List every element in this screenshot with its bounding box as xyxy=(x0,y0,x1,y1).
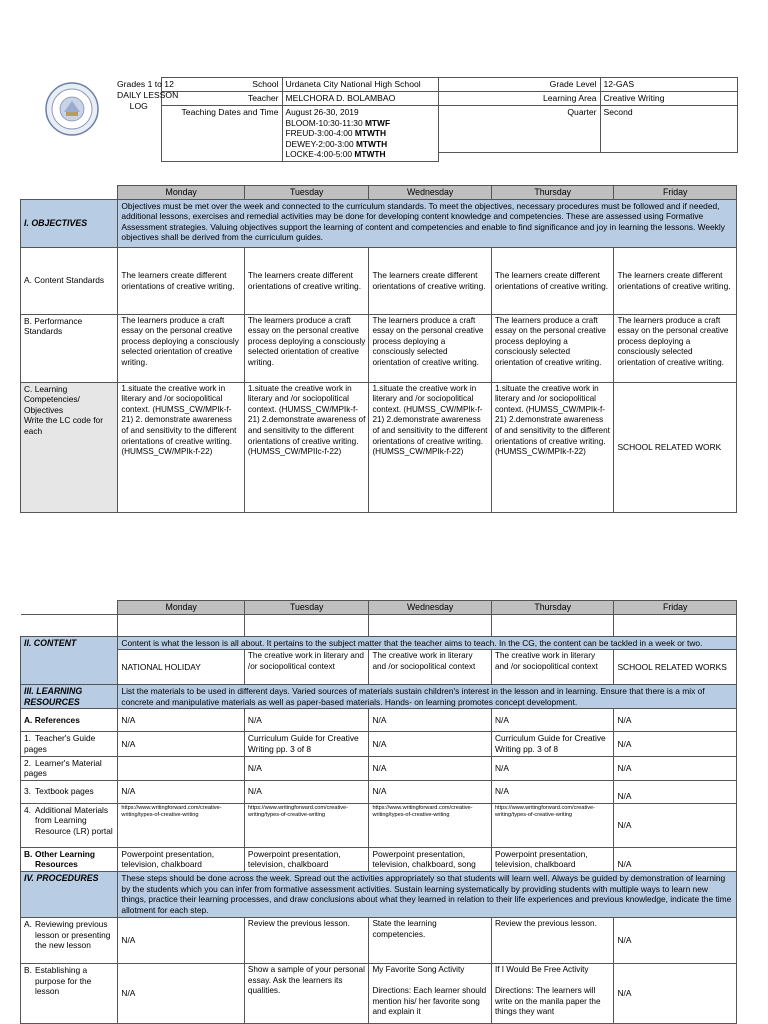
form-title-line-3: LOG xyxy=(129,100,148,111)
textbook-label: 3. Textbook pages xyxy=(21,780,118,803)
competencies-label xyxy=(21,382,118,512)
schedule-dewey: DEWEY-2:00-3:00 MTWTH xyxy=(285,138,388,149)
content-tuesday: The creative work in literary and /or sociopolitical context xyxy=(244,650,369,685)
deped-seal-logo xyxy=(44,81,100,137)
day-header-thursday: Thursday xyxy=(491,186,614,200)
competencies-monday: 1.situate the creative work in literary and /or sociopolitical context. (HUMSS_CW/MPIk-f-21) 2. demonstrate awareness of and sensitivity to the different orientations of creative writing. (HUMSS_CW/MPIk-f-22) xyxy=(118,382,245,512)
resources-text: List the materials to be used in different days. Varied sources of materials sustain children's interest in the lesson and in learning. Ensure that there is a mix of concrete and manipulative materials as well as paper-based materials. Hands- on learning promotes concept development. xyxy=(118,685,737,709)
additional-materials-label: 4. Additional Materials from Learning Resource (LR) portal xyxy=(21,803,118,847)
performance-wednesday: The learners produce a craft essay on the personal creative process deploying a consciously selected orientation of creative writing. xyxy=(369,314,492,382)
establishing-friday: N/A xyxy=(614,963,737,1023)
additional-materials-monday: https://www.writingforward.com/creative-writing/types-of-creative-writing xyxy=(118,803,245,847)
quarter-label: Quarter xyxy=(438,106,600,153)
content-standards-wednesday: The learners create different orientations of creative writing. xyxy=(369,247,492,314)
learners-material-label: 2. Learner's Material pages xyxy=(21,756,118,780)
quarter-value: Second xyxy=(600,106,737,153)
reviewing-monday: N/A xyxy=(118,917,245,963)
content-standards-tuesday: The learners create different orientations of creative writing. xyxy=(244,247,369,314)
content-label: II. CONTENT xyxy=(21,636,118,685)
teachers-guide-thursday: Curriculum Guide for Creative Writing pp. 3 of 8 xyxy=(491,732,614,756)
references-thursday: N/A xyxy=(491,709,614,732)
content-standards-friday: The learners create different orientations of creative writing. xyxy=(614,247,737,314)
content-monday: NATIONAL HOLIDAY xyxy=(118,650,245,685)
teachers-guide-tuesday: Curriculum Guide for Creative Writing pp. 3 of 8 xyxy=(244,732,369,756)
establishing-label: B. Establishing a purpose for the lesson xyxy=(21,963,118,1023)
content-thursday: The creative work in literary and /or sociopolitical context xyxy=(491,650,614,685)
references-tuesday: N/A xyxy=(244,709,369,732)
competencies-tuesday: 1.situate the creative work in literary and /or sociopolitical context. (HUMSS_CW/MPIk-f-21) 2.demonstrate awareness of and sensitivity to the different orientations of creative writing. (HUMSS_CW/MPIIc-f-22) xyxy=(244,382,369,512)
reviewing-label: A. Reviewing previous lesson or presenting the new lesson xyxy=(21,917,118,963)
other-resources-wednesday: Powerpoint presentation, television, chalkboard, song xyxy=(369,847,492,871)
performance-tuesday: The learners produce a craft essay on the personal creative process deploying a consciously selected orientation of creative writing. xyxy=(244,314,369,382)
content-text: Content is what the lesson is all about. It pertains to the subject matter that the teacher aims to teach. In the CG, the content can be tackled in a week or two. xyxy=(118,636,737,650)
content-standards-label: A. Content Standards xyxy=(21,247,118,314)
school-label: School xyxy=(161,78,282,92)
reviewing-wednesday: State the learning competencies. xyxy=(369,917,492,963)
day-header-wednesday: Wednesday xyxy=(369,186,492,200)
resources-label: III. LEARNING RESOURCES xyxy=(21,685,118,709)
school-value: Urdaneta City National High School xyxy=(282,78,438,92)
teachers-guide-friday: N/A xyxy=(614,732,737,756)
additional-materials-thursday: https://www.writingforward.com/creative-writing/types-of-creative-writing xyxy=(491,803,614,847)
textbook-wednesday: N/A xyxy=(369,780,492,803)
competencies-wednesday: 1.situate the creative work in literary and /or sociopolitical context. (HUMSS_CW/MPIk-f-21) 2.demonstrate awareness of and sensitivity to the different orientations of creative writing. (HUMSS_CW/MPIk-f-22) xyxy=(369,382,492,512)
references-label: A. References xyxy=(21,709,118,732)
content-resources-table xyxy=(20,600,737,1024)
reviewing-tuesday: Review the previous lesson. xyxy=(244,917,369,963)
content-wednesday: The creative work in literary and /or sociopolitical context xyxy=(369,650,492,685)
form-title xyxy=(117,78,179,162)
textbook-friday: N/A xyxy=(614,780,737,803)
competencies-subtitle: Write the LC code for each xyxy=(24,415,103,436)
form-title-line-1: Grades 1 to 12 xyxy=(117,78,174,89)
additional-materials-friday: N/A xyxy=(614,803,737,847)
day-header-wednesday: Wednesday xyxy=(369,601,492,615)
header-table xyxy=(117,77,738,162)
day-header-tuesday: Tuesday xyxy=(244,186,369,200)
reviewing-friday: N/A xyxy=(614,917,737,963)
establishing-thursday: If I Would Be Free Activity Directions: The learners will write on the manila paper the things they want xyxy=(491,963,614,1023)
teachers-guide-wednesday: N/A xyxy=(369,732,492,756)
day-header-monday: Monday xyxy=(118,186,245,200)
day-header-monday: Monday xyxy=(118,601,245,615)
teaching-dates-value xyxy=(282,106,438,162)
day-header-friday: Friday xyxy=(614,186,737,200)
textbook-monday: N/A xyxy=(118,780,245,803)
content-standards-monday: The learners create different orientations of creative writing. xyxy=(118,247,245,314)
teachers-guide-label: 1. Teacher's Guide pages xyxy=(21,732,118,756)
teacher-label: Teacher xyxy=(161,92,282,106)
teaching-dates-label: Teaching Dates and Time xyxy=(161,106,282,162)
form-title-line-2: DAILY LESSON xyxy=(117,89,179,100)
references-friday: N/A xyxy=(614,709,737,732)
day-header-friday: Friday xyxy=(614,601,737,615)
references-monday: N/A xyxy=(118,709,245,732)
objectives-table xyxy=(20,185,737,513)
grade-level-value: 12-GAS xyxy=(600,78,737,92)
textbook-thursday: N/A xyxy=(491,780,614,803)
content-friday: SCHOOL RELATED WORKS xyxy=(614,650,737,685)
other-resources-monday: Powerpoint presentation, television, chalkboard xyxy=(118,847,245,871)
other-resources-friday: N/A xyxy=(614,847,737,871)
competencies-thursday: 1.situate the creative work in literary and /or sociopolitical context. (HUMSS_CW/MPIk-f-21) 2.demonstrate awareness of and sensitivity to the different orientations of creative writing. (HUMSS_CW/MPIk-f-22) xyxy=(491,382,614,512)
objectives-text: Objectives must be met over the week and connected to the curriculum standards. To meet the objectives, necessary procedures must be followed and if needed, additional lessons, exercises and remedial activities may be done for developing content knowledge and competencies. These are assessed using Formative Assessment strategies. Valuing objectives support the learning of content and competencies and enable to find significance and joy in learning the lessons. Weekly objectives shall be derived from the curriculum guides. xyxy=(118,199,737,247)
grade-level-label: Grade Level xyxy=(438,78,600,92)
learners-material-friday: N/A xyxy=(614,756,737,780)
establishing-monday: N/A xyxy=(118,963,245,1023)
performance-monday: The learners produce a craft essay on the personal creative process deploying a consciously selected orientation of creative writing. xyxy=(118,314,245,382)
learning-area-label: Learning Area xyxy=(438,92,600,106)
schedule-bloom: BLOOM-10:30-11:30 MTWF xyxy=(285,117,391,128)
teaching-dates: August 26-30, 2019 xyxy=(285,107,359,117)
objectives-label: I. OBJECTIVES xyxy=(21,199,118,247)
learners-material-monday xyxy=(118,756,245,780)
competencies-title: C. Learning Competencies/ Objectives xyxy=(24,383,80,415)
additional-materials-wednesday: https://www.writingforward.com/creative-writing/types-of-creative-writing xyxy=(369,803,492,847)
textbook-tuesday: N/A xyxy=(244,780,369,803)
competencies-friday: SCHOOL RELATED WORK xyxy=(614,382,737,512)
content-standards-thursday: The learners create different orientations of creative writing. xyxy=(491,247,614,314)
learners-material-wednesday: N/A xyxy=(369,756,492,780)
other-resources-thursday: Powerpoint presentation, television, chalkboard xyxy=(491,847,614,871)
day-header-thursday: Thursday xyxy=(491,601,614,615)
learners-material-thursday: N/A xyxy=(491,756,614,780)
performance-friday: The learners produce a craft essay on the personal creative process deploying a consciously selected orientation of creative writing. xyxy=(614,314,737,382)
performance-standards-label: B. Performance Standards xyxy=(21,314,118,382)
establishing-tuesday: Show a sample of your personal essay. Ask the learners its qualities. xyxy=(244,963,369,1023)
teacher-value: MELCHORA D. BOLAMBAO xyxy=(282,92,438,106)
references-wednesday: N/A xyxy=(369,709,492,732)
teachers-guide-monday: N/A xyxy=(118,732,245,756)
learners-material-tuesday: N/A xyxy=(244,756,369,780)
reviewing-thursday: Review the previous lesson. xyxy=(491,917,614,963)
procedures-label: IV. PROCEDURES xyxy=(21,871,118,917)
additional-materials-tuesday: https://www.writingforward.com/creative-writing/types-of-creative-writing xyxy=(244,803,369,847)
schedule-locke: LOCKE-4:00-5:00 MTWTH xyxy=(285,149,386,160)
other-resources-label: B. Other Learning Resources xyxy=(21,847,118,871)
day-header-tuesday: Tuesday xyxy=(244,601,369,615)
other-resources-tuesday: Powerpoint presentation, television, chalkboard xyxy=(244,847,369,871)
procedures-text: These steps should be done across the week. Spread out the activities appropriately so that students will learn well. Always be guided by demonstration of learning by the students which you can infer from formative assessment activities. Sustain learning systematically by providing students with multiple ways to learn new things, practice their learning processes, and draw conclusions about what they learned in relation to their life experiences and previous knowledge, indicate the time allotment for each step. xyxy=(118,871,737,917)
performance-thursday: The learners produce a craft essay on the personal creative process deploying a consciously selected orientation of creative writing. xyxy=(491,314,614,382)
schedule-freud: FREUD-3:00-4:00 MTWTH xyxy=(285,128,387,139)
learning-area-value: Creative Writing xyxy=(600,92,737,106)
establishing-wednesday: My Favorite Song Activity Directions: Each learner should mention his/ her favorite song and explain it xyxy=(369,963,492,1023)
